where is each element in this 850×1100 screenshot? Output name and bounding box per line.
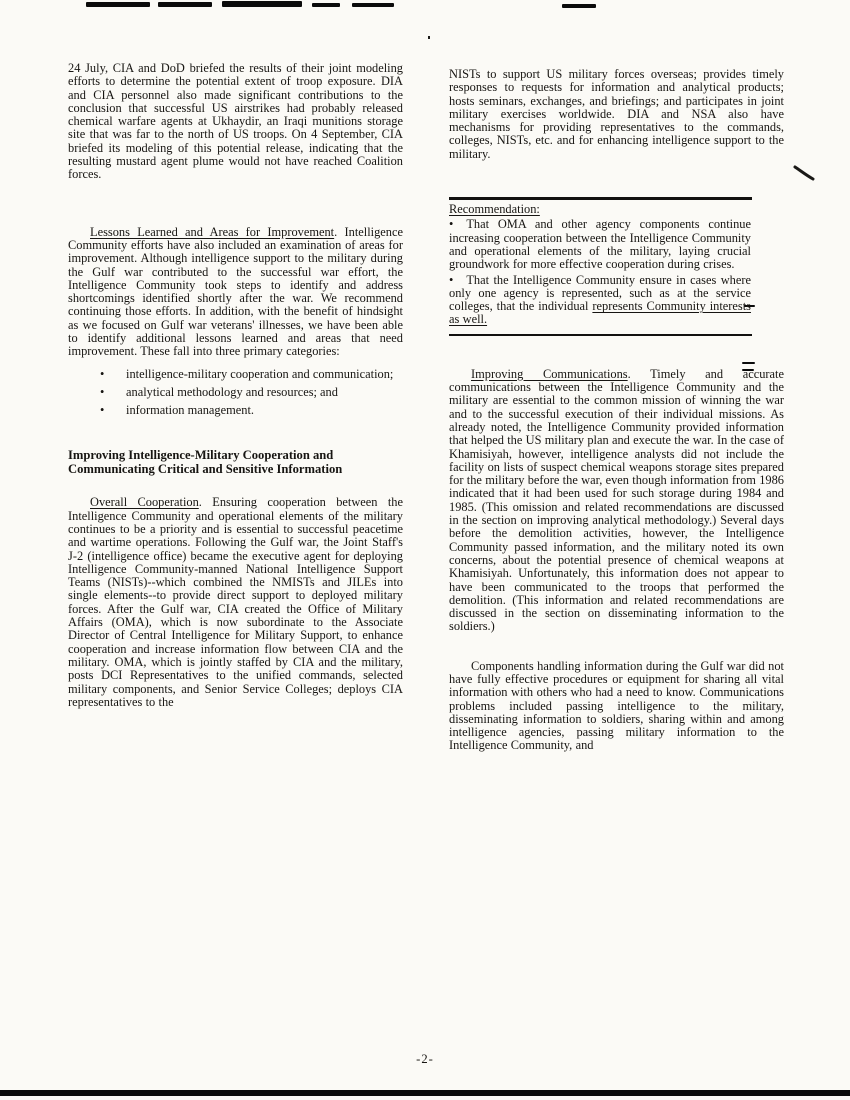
scan-mark	[158, 2, 212, 7]
list-item	[100, 386, 403, 399]
paragraph-troop-exposure: 24 July, CIA and DoD briefed the results of their joint modeling efforts to determine the potential extent of troop exposure. DIA and CIA personnel also made significant contributions to the conclusion that successful US airstrikes had probably released chemical warfare agents at Ukhaydir, an Iraqi munitions storage site that was far to the north of US troops. On 4 September, CIA briefed its modeling of this potential release, indicating that the resulting mustard agent plume would not have reached Coalition forces.	[68, 61, 403, 182]
paragraph-nists-continuation: NISTs to support US military forces overseas; provides timely responses to requests for information and analytical products; hosts seminars, exchanges, and briefings; and participates in joint military exercises worldwide. DIA and NSA also have mechanisms for providing representatives to the commands, colleges, NISTs, etc. and for enhancing intelligence support to the military.	[449, 67, 784, 161]
improving-communications-body: . Timely and accurate communications between the Intelligence Community and the military are essential to the common mission of winning the war and to the successful execution of their individual missions. As already noted, the Intelligence Community provided information that helped the US military plan and execute the war. In the case of Khamisiyah, however, intelligence analysts did not include the facility on lists of suspect chemical weapons storage sites prepared for the military before the war, even though information from 1986 indicated that it had been used for such storage during 1984 and 1985. (This omission and related recommendations are discussed in the section on improving analytical methodology.) Several days before the demolition activities, however, the Intelligence Community passed information, and the military noted its own concerns, about the potential presence of chemical weapons at Khamisiyah. Unfortunately, this information does not appear to have been communicated to the troops that performed the demolition. (This information and related recommendations are discussed in the section on disseminating information to the soldiers.)	[449, 366, 784, 634]
bullet-text: analytical methodology and resources; and	[126, 384, 338, 399]
recommendation-title	[449, 203, 751, 216]
list-item	[100, 368, 403, 381]
lessons-learned-heading: Lessons Learned and Areas for Improvement	[90, 224, 335, 239]
section-heading-improving-cooperation: Improving Intelligence-Military Cooperation and Communicating Critical and Sensitive Information	[68, 447, 343, 476]
scan-mark	[86, 2, 150, 7]
paragraph-components-handling: Components handling information during the Gulf war did not have fully effective procedures or equipment for sharing all vital information with others who had a need to know. Communications problems included passing intelligence to the military, disseminating information to soldiers, sharing within and among intelligence agencies, passing military information to the Intelligence Community, and	[449, 658, 784, 753]
scan-mark	[428, 36, 430, 39]
paragraph-overall-cooperation	[68, 496, 403, 709]
recommendation-item	[449, 218, 751, 271]
left-column	[68, 62, 403, 753]
scan-mark	[312, 3, 340, 7]
bullet-icon: •	[449, 272, 454, 287]
paragraph-lessons-learned	[68, 226, 403, 359]
bullet-text: intelligence-military cooperation and communication;	[126, 366, 394, 381]
scan-mark	[352, 3, 394, 7]
overall-cooperation-heading: Overall Cooperation	[90, 495, 199, 510]
overall-cooperation-body: . Ensuring cooperation between the Intelligence Community and operational elements of the military continues to be a priority and is essential to successful peacetime and wartime operations. Following the Gulf war, the Joint Staff's J-2 (intelligence office) became the executive agent for deploying Intelligence Community-manned National Intelligence Support Teams (NISTs)--which combined the NMISTs and JILEs into single elements--to provide direct support to deployed military forces. After the Gulf war, CIA created the Office of Military Affairs (OMA), which is now subordinate to the Associate Director of Central Intelligence for Military Support, to enhance cooperation and increase information flow between CIA and the military. OMA, which is jointly staffed by CIA and the military, posts DCI Representatives to the unified commands, selected military components, and Senior Service Colleges; deploys CIA representatives to the	[68, 495, 404, 709]
category-bullet-list	[100, 368, 403, 418]
two-column-text	[68, 62, 784, 753]
paragraph-improving-communications	[449, 368, 784, 634]
bullet-icon: •	[100, 384, 105, 399]
recommendation-box	[449, 197, 752, 336]
right-column	[449, 62, 784, 753]
page-number: -2-	[416, 1052, 434, 1066]
recommendation-item	[449, 274, 751, 327]
bullet-icon: •	[100, 403, 105, 418]
recommendation-item-text: That OMA and other agency components continue increasing cooperation between the Intelligence Community and operational elements of the military, laying crucial groundwork for more effective cooperation during crises.	[449, 217, 751, 272]
recommendation-item-underlined-tail: represents Community interests as well.	[449, 299, 751, 327]
scan-mark	[0, 1090, 850, 1096]
recommendation-item-text: That the Intelligence Community ensure in cases where only one agency is represented, such as at the service colleges, that the individual	[449, 272, 751, 314]
scan-mark	[562, 4, 596, 8]
bullet-text: information management.	[126, 403, 254, 418]
improving-communications-heading: Improving Communications	[471, 366, 628, 381]
bullet-icon: •	[100, 366, 105, 381]
scan-mark	[222, 1, 302, 7]
lessons-learned-body: . Intelligence Community efforts have also included an examination of areas for improvement. Although intelligence support to the military during the Gulf war contributed to the successful war effort, the Intelligence Community took steps to identify and address shortcomings identified shortly after the war. We recommend continuing those efforts. In addition, with the benefit of hindsight as we focused on Gulf war veterans' illnesses, we have been able to identify additional lessons learned and areas that need improvement. These fall into three primary categories:	[68, 224, 403, 359]
list-item	[100, 404, 403, 417]
recommendation-title-text: Recommendation:	[449, 202, 540, 217]
bullet-icon: •	[449, 217, 454, 232]
checkmark-artifact	[793, 163, 817, 183]
